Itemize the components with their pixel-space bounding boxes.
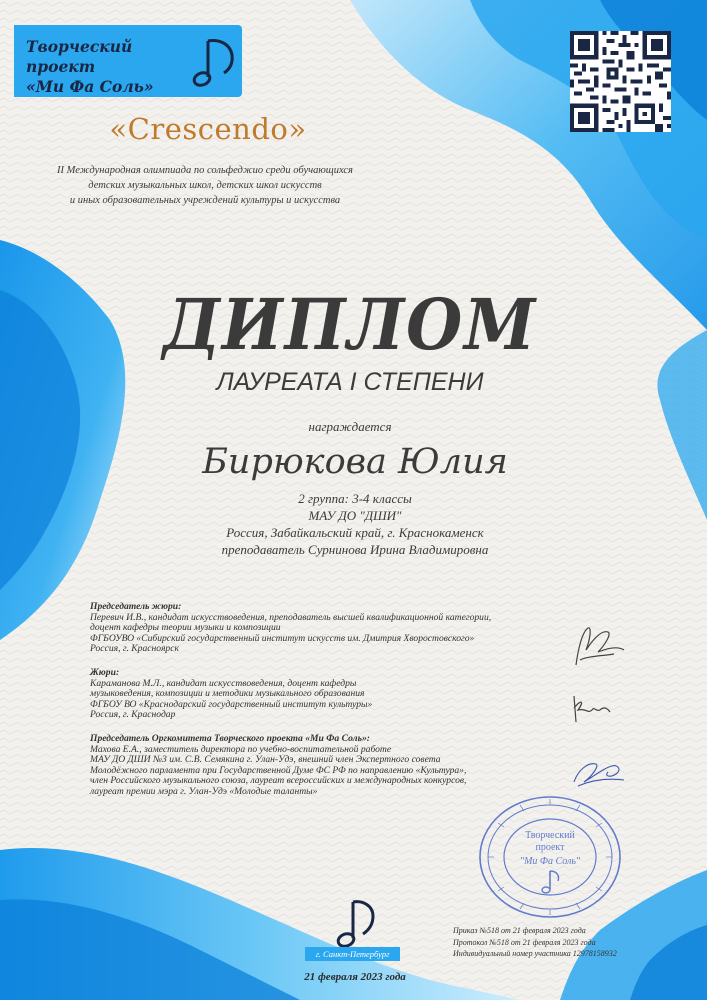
teacher-line: преподаватель Сурнинова Ирина Владимировна [221, 542, 489, 557]
laureate-degree: ЛАУРЕАТА I СТЕПЕНИ [216, 368, 484, 396]
subtitle-line-1: II Международная олимпиада по сольфеджио среди обучающихся [57, 165, 353, 176]
city-ribbon: г. Санкт-Петербург [305, 947, 400, 961]
qr-code-icon[interactable] [570, 31, 671, 132]
jury-chair-block [90, 602, 560, 655]
jury-chair-line: ФГБОУВО «Сибирский государственный институт искусств им. Дмитрия Хворостовского» [90, 632, 475, 644]
jury-chair-heading: Председатель жюри: [90, 601, 182, 612]
stamp-line-3: "Ми Фа Соль" [519, 856, 581, 867]
org-chair-line: член Российского музыкального союза, лауреат всероссийских и международных конкурсов, [90, 775, 467, 787]
order-details [453, 925, 673, 960]
logo-line-1: Творческий проект [26, 37, 133, 76]
org-chair-block [90, 734, 560, 798]
olympiad-subtitle [30, 163, 380, 208]
jury-member-line: Россия, г. Краснодар [90, 709, 176, 721]
jury-member-line: ФГБОУ ВО «Краснодарский государственный институт культуры» [90, 698, 373, 710]
jury-heading: Жюри: [90, 666, 120, 678]
location-line: Россия, Забайкальский край, г. Краснокаменск [226, 525, 484, 540]
stamp-line-1: Творческий [525, 830, 575, 841]
subtitle-line-2: детских музыкальных школ, детских школ искусств [88, 180, 322, 191]
chair-signature-icon [568, 620, 628, 675]
footer-music-note-icon [333, 898, 377, 950]
org-chair-line: Махова Е.А., заместитель директора по учебно-воспитательной работе [90, 743, 392, 755]
org-chair-line: Молодёжного парламента при Государственной Думе ФС РФ по направлению «Культура», [90, 764, 467, 776]
olympiad-name: «Crescendo» [109, 112, 307, 146]
org-chair-line: лауреат премии мэра г. Улан-Удэ «Молодые таланты» [90, 785, 318, 797]
jury-chair-line: доцент кафедры теории музыки и композиции [90, 622, 281, 634]
jury-chair-line: Перевич И.В., кандидат искусствоведения, преподаватель высшей квалификационной категории, [90, 611, 492, 623]
jury-signature-icon [568, 688, 616, 728]
recipient-name: Бирюкова Юлия [202, 442, 508, 482]
participant-number-line: Индивидуальный номер участника 12978158932 [453, 949, 617, 958]
subtitle-line-3: и иных образовательных учреждений культуры и искусства [69, 195, 341, 206]
jury-section [90, 602, 560, 811]
project-logo [14, 25, 242, 97]
logo-line-2: «Ми Фа Соль» [26, 77, 154, 96]
order-line: Приказ №518 от 21 февраля 2023 года [453, 926, 586, 935]
music-note-icon [190, 33, 238, 91]
issue-date: 21 февраля 2023 года [304, 971, 406, 983]
logo-text [26, 37, 186, 97]
recipient-details [150, 490, 560, 558]
school-line: МАУ ДО "ДШИ" [308, 508, 402, 523]
awarded-label: награждается [308, 419, 392, 434]
diploma-title: ДИПЛОМ [162, 283, 538, 366]
stamp-music-note-icon [542, 871, 559, 893]
jury-member-block [90, 668, 560, 721]
jury-chair-line: Россия, г. Красноярск [90, 643, 179, 655]
official-stamp [478, 795, 623, 920]
protocol-line: Протокол №518 от 21 февраля 2023 года [453, 937, 596, 947]
jury-member-line: Караманова М.Л., кандидат искусствоведения, доцент кафедры [90, 677, 357, 689]
group-line: 2 группа: 3-4 классы [298, 491, 412, 506]
jury-member-line: музыковедения, композиции и методики музыкального образования [90, 688, 365, 700]
stamp-line-2: проект [535, 842, 565, 853]
org-chair-signature-icon [568, 752, 628, 792]
org-chair-heading: Председатель Оргкомитета Творческого проекта «Ми Фа Соль»: [90, 732, 370, 744]
org-chair-line: МАУ ДО ДШИ №3 им. С.В. Семякина г. Улан-Удэ, внешний член Экспертного совета [90, 754, 441, 766]
